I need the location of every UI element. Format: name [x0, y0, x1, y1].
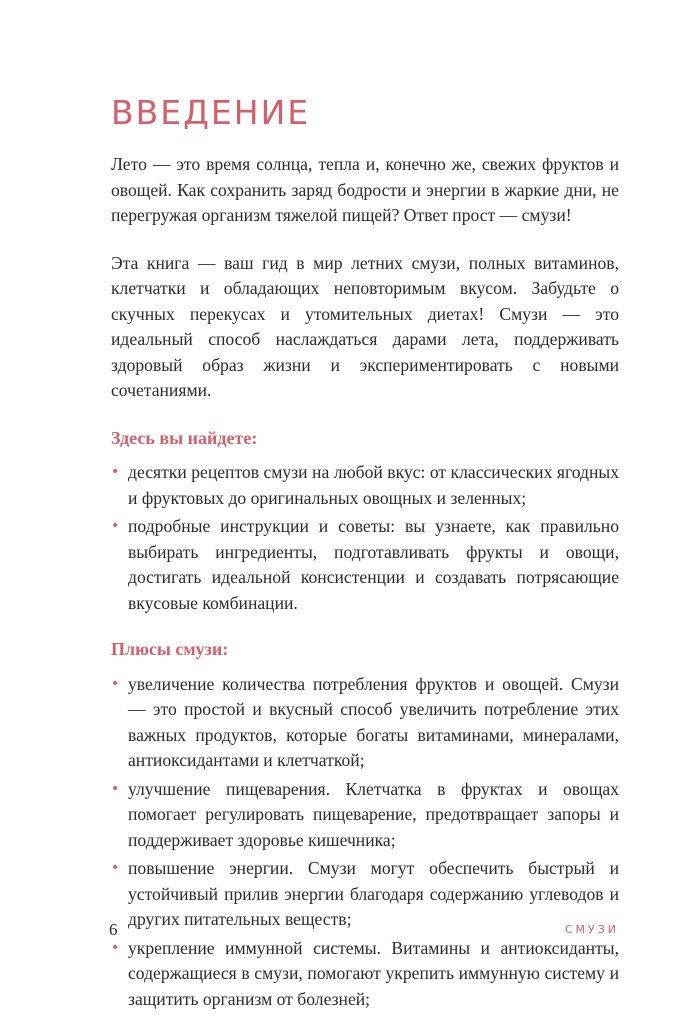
- section-heading-benefits: Плюсы смузи:: [111, 639, 229, 659]
- benefits-list: [111, 672, 619, 1013]
- list-item: [111, 672, 619, 774]
- list-item-text: улучшение пищеварения. Клетчатка в фруктах и овощах помогает регулировать пищеварение, предотвращает запоры и поддерживает здоровье кишечника;: [128, 778, 619, 850]
- list-item-text: десятки рецептов смузи на любой вкус: от классических ягодных и фруктовых до оригинальных овощных и зеленных;: [128, 462, 619, 508]
- page-number: 6: [109, 920, 118, 939]
- section-heading-find: Здесь вы найдете:: [111, 427, 258, 448]
- running-title: СМУЗИ: [564, 923, 619, 936]
- intro-paragraph-1: Лето — это время солнца, тепла и, конечно же, свежих фруктов и овощей. Как сохранить заряд бодрости и энергии в жаркие дни, не перегружая организм тяжелой пищей? Ответ прост — смузи!: [111, 154, 619, 225]
- body-text: [111, 152, 619, 1033]
- list-item: [111, 460, 619, 511]
- list-item-text: подробные инструкции и советы: вы узнаете, как правильно выбирать ингредиенты, подготавливать фрукты и овощи, достигать идеальной консистенции и создавать потрясающие вкусовые комбинации.: [128, 516, 619, 613]
- list-item: [111, 777, 619, 854]
- list-item-text: увеличение количества потребления фруктов и овощей. Смузи — это простой и вкусный способ увеличить потребление этих важных продуктов, которые богаты витаминами, минералами, антиоксидантами и клетчаткой;: [128, 673, 619, 770]
- list-item-text: повышение энергии. Смузи могут обеспечить быстрый и устойчивый прилив энергии благодаря содержанию углеводов и других питательных веществ;: [128, 858, 619, 929]
- list-item-text: укрепление иммунной системы. Витамины и антиоксиданты, содержащиеся в смузи, помогают укрепить иммунную систему и защитить организм от болезней;: [128, 937, 619, 1009]
- intro-paragraph-2: Эта книга — ваш гид в мир летних смузи, полных витаминов, клетчатки и обладающих неповторимым вкусом. Забудьте о скучных перекусах и утомительных диетах! Смузи — это идеальный способ наслаждаться дарами лета, поддерживать здоровый образ жизни и экспериментировать с новыми сочетаниями.: [111, 252, 619, 400]
- features-list: [111, 460, 619, 616]
- bullet-icon: •: [111, 675, 120, 692]
- bullet-icon: •: [111, 939, 120, 956]
- bullet-icon: •: [111, 464, 120, 480]
- list-item: [111, 936, 619, 1013]
- bullet-icon: •: [111, 518, 120, 534]
- bullet-icon: •: [111, 860, 120, 876]
- page-title: ВВЕДЕНИЕ: [111, 93, 311, 132]
- list-item: [111, 514, 619, 616]
- page-content: [111, 0, 619, 1009]
- list-item: [111, 856, 619, 933]
- bullet-icon: •: [111, 780, 120, 797]
